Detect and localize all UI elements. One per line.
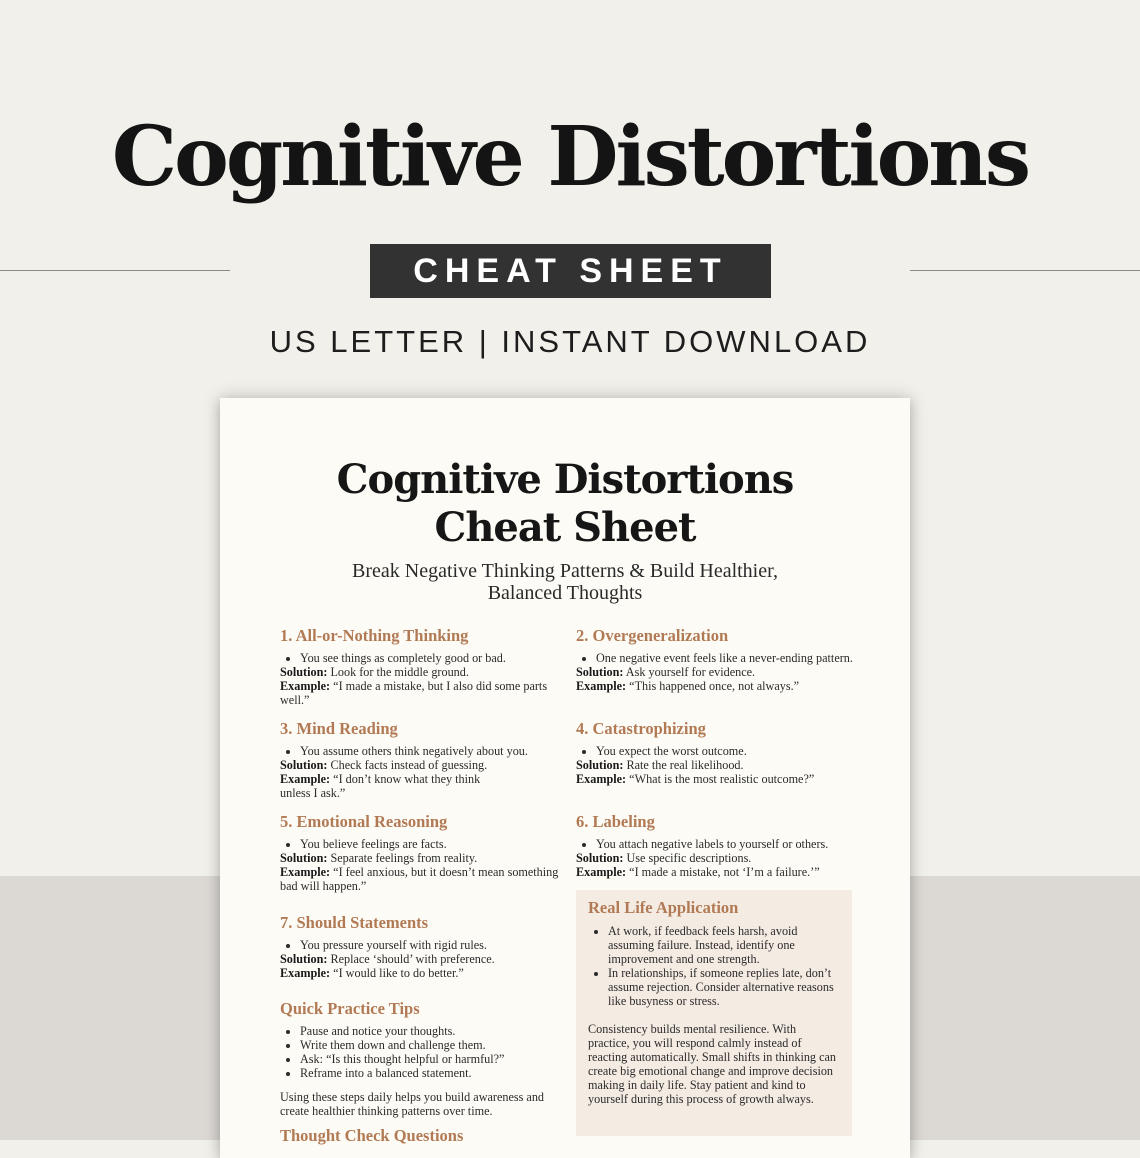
solution-text: Use specific descriptions. — [626, 851, 752, 865]
example-label: Example: — [280, 679, 331, 693]
document-title — [220, 456, 910, 552]
distortion-section — [576, 626, 856, 693]
section-bullet: • You pressure yourself with rigid rules. — [300, 938, 560, 952]
subtitle-line: Balanced Thoughts — [487, 582, 643, 604]
section-heading: 3. Mind Reading — [280, 719, 398, 738]
solution-label: Solution: — [280, 952, 328, 966]
example-text: “This happened once, not always.” — [629, 679, 800, 693]
document-title-line: Cognitive Distortions — [336, 456, 794, 503]
tip-item: • Ask: “Is this thought helpful or harmful?” — [300, 1052, 560, 1066]
section-heading: 6. Labeling — [576, 812, 655, 831]
section-heading: Thought Check Questions — [280, 1126, 464, 1145]
section-heading: Real Life Application — [588, 898, 739, 917]
section-heading: 4. Catastrophizing — [576, 719, 706, 738]
example-text: “I feel anxious, but it doesn’t mean something bad will happen.” — [280, 865, 559, 893]
example-line — [280, 772, 500, 800]
example-line — [280, 865, 560, 893]
example-label: Example: — [280, 966, 331, 980]
section-bullet: • You believe feelings are facts. — [300, 837, 560, 851]
distortion-section — [280, 719, 560, 800]
solution-line — [280, 851, 560, 865]
example-line — [280, 966, 560, 980]
solution-label: Solution: — [280, 758, 328, 772]
solution-text: Look for the middle ground. — [330, 665, 469, 679]
example-label: Example: — [576, 679, 627, 693]
solution-label: Solution: — [280, 665, 328, 679]
solution-text: Replace ‘should’ with preference. — [330, 952, 495, 966]
section-bullet: • You attach negative labels to yourself or others. — [596, 837, 856, 851]
solution-label: Solution: — [576, 851, 624, 865]
section-heading: 2. Overgeneralization — [576, 626, 729, 645]
section-bullet: • You expect the worst outcome. — [596, 744, 856, 758]
example-line — [280, 679, 560, 707]
solution-line — [576, 851, 856, 865]
tip-item: • Pause and notice your thoughts. — [300, 1024, 560, 1038]
subtitle-line: Break Negative Thinking Patterns & Build Healthier, — [352, 560, 778, 582]
format-caption: US LETTER | INSTANT DOWNLOAD — [269, 324, 871, 359]
left-divider — [0, 270, 230, 271]
solution-label: Solution: — [576, 665, 624, 679]
section-heading: 5. Emotional Reasoning — [280, 812, 448, 831]
solution-text: Rate the real likelihood. — [626, 758, 744, 772]
document-title-line: Cheat Sheet — [434, 504, 696, 551]
distortion-section — [280, 812, 560, 893]
document-subtitle — [280, 560, 850, 604]
distortion-section — [280, 913, 560, 980]
example-text: “I made a mistake, not ‘I’m a failure.’” — [629, 865, 820, 879]
solution-line — [280, 758, 560, 772]
example-label: Example: — [576, 865, 627, 879]
solution-label: Solution: — [280, 851, 328, 865]
document-preview — [220, 398, 910, 1158]
example-label: Example: — [576, 772, 627, 786]
solution-label: Solution: — [576, 758, 624, 772]
example-label: Example: — [280, 865, 331, 879]
example-text: “I made a mistake, but I also did some parts well.” — [280, 679, 548, 707]
application-item: • In relationships, if someone replies late, don’t assume rejection. Consider alternative reasons like busyness or stress. — [608, 966, 840, 1008]
practice-tips-section — [280, 999, 560, 1118]
solution-text: Ask yourself for evidence. — [625, 665, 756, 679]
example-text: “I don’t know what they think unless I ask.” — [280, 772, 481, 800]
section-bullet: • One negative event feels like a never-ending pattern. — [596, 651, 856, 665]
section-heading: 1. All-or-Nothing Thinking — [280, 626, 469, 645]
banner-title: Cognitive Distortions — [111, 109, 1029, 205]
solution-line — [576, 758, 856, 772]
solution-text: Check facts instead of guessing. — [330, 758, 488, 772]
solution-line — [280, 665, 560, 679]
solution-line — [576, 665, 856, 679]
tips-note: Using these steps daily helps you build awareness and create healthier thinking patterns over time. — [280, 1090, 545, 1118]
example-label: Example: — [280, 772, 331, 786]
solution-text: Separate feelings from reality. — [330, 851, 478, 865]
example-line — [576, 865, 856, 879]
application-item: • At work, if feedback feels harsh, avoid assuming failure. Instead, identify one improvement and one strength. — [608, 924, 840, 966]
real-life-application-box — [576, 890, 852, 1136]
section-bullet: • You see things as completely good or bad. — [300, 651, 560, 665]
example-line — [576, 772, 856, 786]
tip-item: • Write them down and challenge them. — [300, 1038, 560, 1052]
example-text: “What is the most realistic outcome?” — [629, 772, 815, 786]
section-bullet: • You assume others think negatively about you. — [300, 744, 560, 758]
solution-line — [280, 952, 560, 966]
closing-paragraph: Consistency builds mental resilience. With practice, you will respond calmly instead of reacting automatically. Small shifts in thinking can create big emotional change and improve decision making in daily life. Stay patient and kind to yourself during this process of growth always. — [588, 1022, 836, 1106]
distortion-section — [576, 719, 856, 786]
example-line — [576, 679, 856, 693]
section-heading: 7. Should Statements — [280, 913, 429, 932]
tip-item: • Reframe into a balanced statement. — [300, 1066, 560, 1080]
distortion-section — [576, 812, 856, 879]
thought-check-section — [280, 1126, 560, 1151]
section-heading: Quick Practice Tips — [280, 999, 420, 1018]
cheat-sheet-badge: CHEAT SHEET — [370, 244, 771, 298]
example-text: “I would like to do better.” — [333, 966, 464, 980]
right-divider — [910, 270, 1140, 271]
distortion-section — [280, 626, 560, 707]
